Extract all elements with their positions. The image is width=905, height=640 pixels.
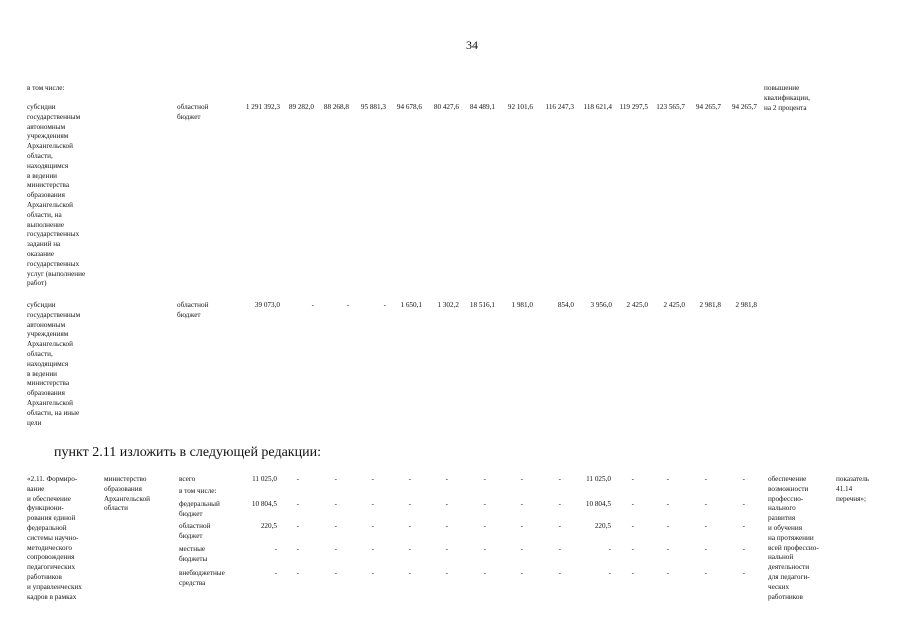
table-cell: 92 101,6 <box>507 103 533 111</box>
table-cell: - <box>520 545 523 553</box>
table-cell: - <box>631 500 634 508</box>
table-cell: - <box>704 545 707 553</box>
table-cell: - <box>704 475 707 483</box>
table-cell: 123 565,7 <box>656 103 685 111</box>
table-cell: - <box>742 522 745 530</box>
table-cell: 88 268,8 <box>323 103 349 111</box>
table-cell: - <box>296 500 299 508</box>
table-cell: - <box>445 569 448 577</box>
table-cell: - <box>520 500 523 508</box>
row-label: субсидии государственным автономным учреждениям Архангельской области, находящимся в ведении министерства образования Архангельской области, на выполнение государственных заданий на оказание государственных услуг (выполнение работ) <box>27 103 86 288</box>
table-cell: - <box>445 522 448 530</box>
table-cell: - <box>558 545 561 553</box>
table-cell: 94 265,7 <box>731 103 757 111</box>
table-cell: 2 425,0 <box>663 301 685 309</box>
table-cell: 1 981,0 <box>511 301 533 309</box>
table-cell: - <box>334 569 337 577</box>
table-cell: - <box>666 569 669 577</box>
table-cell: - <box>296 475 299 483</box>
table-cell: 118 621,4 <box>583 103 612 111</box>
table-cell: 84 489,1 <box>469 103 495 111</box>
table-cell: - <box>408 569 411 577</box>
table-cell: - <box>704 500 707 508</box>
table-cell: - <box>704 569 707 577</box>
table-cell: - <box>520 569 523 577</box>
table-cell: - <box>408 545 411 553</box>
table-cell: - <box>296 569 299 577</box>
table-cell: - <box>346 301 349 309</box>
table-cell: - <box>483 500 486 508</box>
table-cell: - <box>666 500 669 508</box>
table-cell: - <box>371 500 374 508</box>
table-cell: - <box>296 522 299 530</box>
table-cell: 1 291 392,3 <box>245 103 280 111</box>
table-note: повышение квалификации, на 2 процента <box>764 84 810 112</box>
table-cell: - <box>666 475 669 483</box>
table-cell: - <box>631 569 634 577</box>
table-cell: 80 427,6 <box>433 103 459 111</box>
indicator: показатель 41.14 перечня»; <box>836 475 870 503</box>
table-cell: - <box>408 500 411 508</box>
table-cell: - <box>296 545 299 553</box>
table-cell: 10 804,5 <box>585 500 611 508</box>
row-source: областной бюджет <box>177 103 209 121</box>
table-cell: 94 678,6 <box>396 103 422 111</box>
table-cell: 3 956,0 <box>590 301 612 309</box>
table-cell: - <box>558 500 561 508</box>
table-cell: - <box>666 545 669 553</box>
table-cell: 11 025,0 <box>252 475 277 483</box>
table-cell: 39 073,0 <box>254 301 280 309</box>
table-cell: - <box>334 500 337 508</box>
table-cell: 89 282,0 <box>288 103 314 111</box>
row-label: субсидии государственным автономным учреждениям Архангельской области, находящимся в ведении министерства образования Архангельской области, на иные цели <box>27 301 81 427</box>
table-cell: - <box>631 522 634 530</box>
table-cell: - <box>408 475 411 483</box>
table-cell: - <box>742 500 745 508</box>
source-label: всего <box>179 475 196 483</box>
table-cell: 116 247,3 <box>545 103 574 111</box>
table-cell: - <box>408 522 411 530</box>
table-cell: - <box>742 545 745 553</box>
table-cell: 95 881,3 <box>360 103 386 111</box>
table-cell: - <box>742 569 745 577</box>
table-cell: - <box>631 475 634 483</box>
table-cell: 220,5 <box>260 522 277 530</box>
table-cell: - <box>274 569 277 577</box>
item-description: «2.11. Формиро- вание и обеспечение функциони- рования единой федеральной системы научно- методического сопровождения педагогических работников и управленческих кадров в рамках <box>27 475 82 601</box>
table-cell: 94 265,7 <box>695 103 721 111</box>
table-cell: - <box>558 569 561 577</box>
table-cell: 11 025,0 <box>586 475 611 483</box>
table-cell: - <box>742 475 745 483</box>
expected-result: обеспечение возможности профессио- нального развития и обучения на протяжении всей профессио- нальной деятельности для педагоги- ческих работников <box>768 475 819 601</box>
table-cell: 1 650,1 <box>400 301 422 309</box>
table-cell: - <box>520 522 523 530</box>
table-cell: 2 981,8 <box>699 301 721 309</box>
table-cell: - <box>483 545 486 553</box>
table-cell: - <box>371 522 374 530</box>
page-number: 34 <box>466 38 478 52</box>
table-cell: - <box>608 545 611 553</box>
table-cell: - <box>608 569 611 577</box>
table-cell: - <box>520 475 523 483</box>
source-sub: в том числе: <box>179 487 217 495</box>
table-cell: - <box>274 545 277 553</box>
table-cell: - <box>666 522 669 530</box>
source-label: федеральный бюджет <box>179 500 220 518</box>
table-cell: - <box>445 475 448 483</box>
table-cell: - <box>371 569 374 577</box>
table-cell: - <box>334 522 337 530</box>
table-cell: 119 297,5 <box>619 103 648 111</box>
source-label: областной бюджет <box>179 522 211 540</box>
table-cell: - <box>483 522 486 530</box>
table-cell: 18 516,1 <box>469 301 495 309</box>
table-intro: в том числе: <box>27 84 65 92</box>
source-label: местные бюджеты <box>179 545 208 563</box>
table-cell: 1 302,2 <box>437 301 459 309</box>
table-cell: - <box>483 475 486 483</box>
table-cell: - <box>704 522 707 530</box>
table-cell: 2 425,0 <box>626 301 648 309</box>
table-cell: - <box>558 475 561 483</box>
table-cell: 854,0 <box>557 301 574 309</box>
row-source: областной бюджет <box>177 301 209 319</box>
source-label: внебюджетные средства <box>179 569 225 587</box>
table-cell: - <box>371 475 374 483</box>
table-cell: - <box>445 545 448 553</box>
table-cell: - <box>383 301 386 309</box>
table-cell: - <box>558 522 561 530</box>
table-cell: 2 981,8 <box>735 301 757 309</box>
table-cell: - <box>334 545 337 553</box>
table-cell: - <box>445 500 448 508</box>
table-cell: 220,5 <box>594 522 611 530</box>
table-cell: 10 804,5 <box>251 500 277 508</box>
table-cell: - <box>311 301 314 309</box>
table-cell: - <box>334 475 337 483</box>
table-cell: - <box>483 569 486 577</box>
executor: министерство образования Архангельской области <box>104 475 150 513</box>
table-cell: - <box>631 545 634 553</box>
section-heading: пункт 2.11 изложить в следующей редакции: <box>54 445 321 460</box>
table-cell: - <box>371 545 374 553</box>
